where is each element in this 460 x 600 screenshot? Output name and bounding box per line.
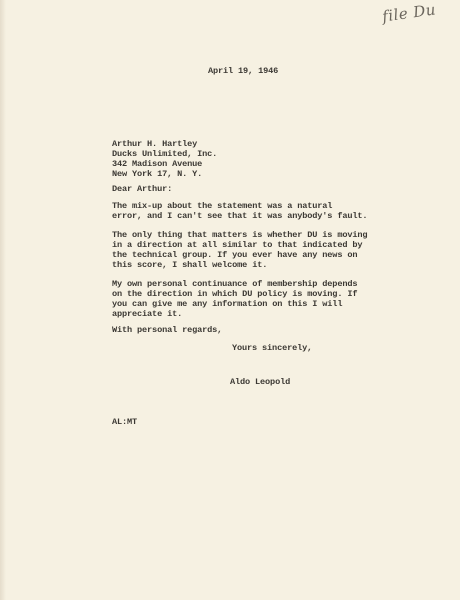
recipient-street: 342 Madison Avenue — [112, 159, 203, 169]
letter-date: April 19, 1946 — [208, 66, 279, 76]
paragraph-3 — [112, 279, 357, 319]
page-edge-shadow — [0, 0, 6, 600]
paragraph-2 — [112, 230, 367, 270]
paragraph-line: My own personal continuance of membership depends — [112, 279, 358, 289]
complimentary-close: Yours sincerely, — [232, 343, 313, 353]
paragraph-line: With personal regards, — [112, 325, 223, 335]
reference-initials: AL:MT — [112, 417, 138, 427]
signer-name: Aldo Leopold — [230, 377, 291, 387]
paragraph-line: The mix-up about the statement was a natural — [112, 201, 333, 211]
paragraph-line: The only thing that matters is whether DU is moving — [112, 230, 368, 240]
paragraph-line: on the direction in which DU policy is moving. If — [112, 289, 358, 299]
paragraph-1 — [112, 201, 367, 221]
paragraph-line: in a direction at all similar to that indicated by — [112, 240, 363, 250]
paragraph-line: error, and I can't see that it was anybody's fault. — [112, 211, 368, 221]
salutation: Dear Arthur: — [112, 184, 173, 194]
paragraph-line: you can give me any information on this I will — [112, 299, 343, 309]
handwritten-note: file Du — [381, 0, 437, 26]
recipient-company: Ducks Unlimited, Inc. — [112, 149, 218, 159]
recipient-name: Arthur H. Hartley — [112, 139, 198, 149]
paragraph-line: this score, I shall welcome it. — [112, 260, 268, 270]
paragraph-4 — [112, 325, 222, 335]
paragraph-line: appreciate it. — [112, 309, 183, 319]
recipient-city: New York 17, N. Y. — [112, 169, 203, 179]
paragraph-line: the technical group. If you ever have any news on — [112, 250, 358, 260]
